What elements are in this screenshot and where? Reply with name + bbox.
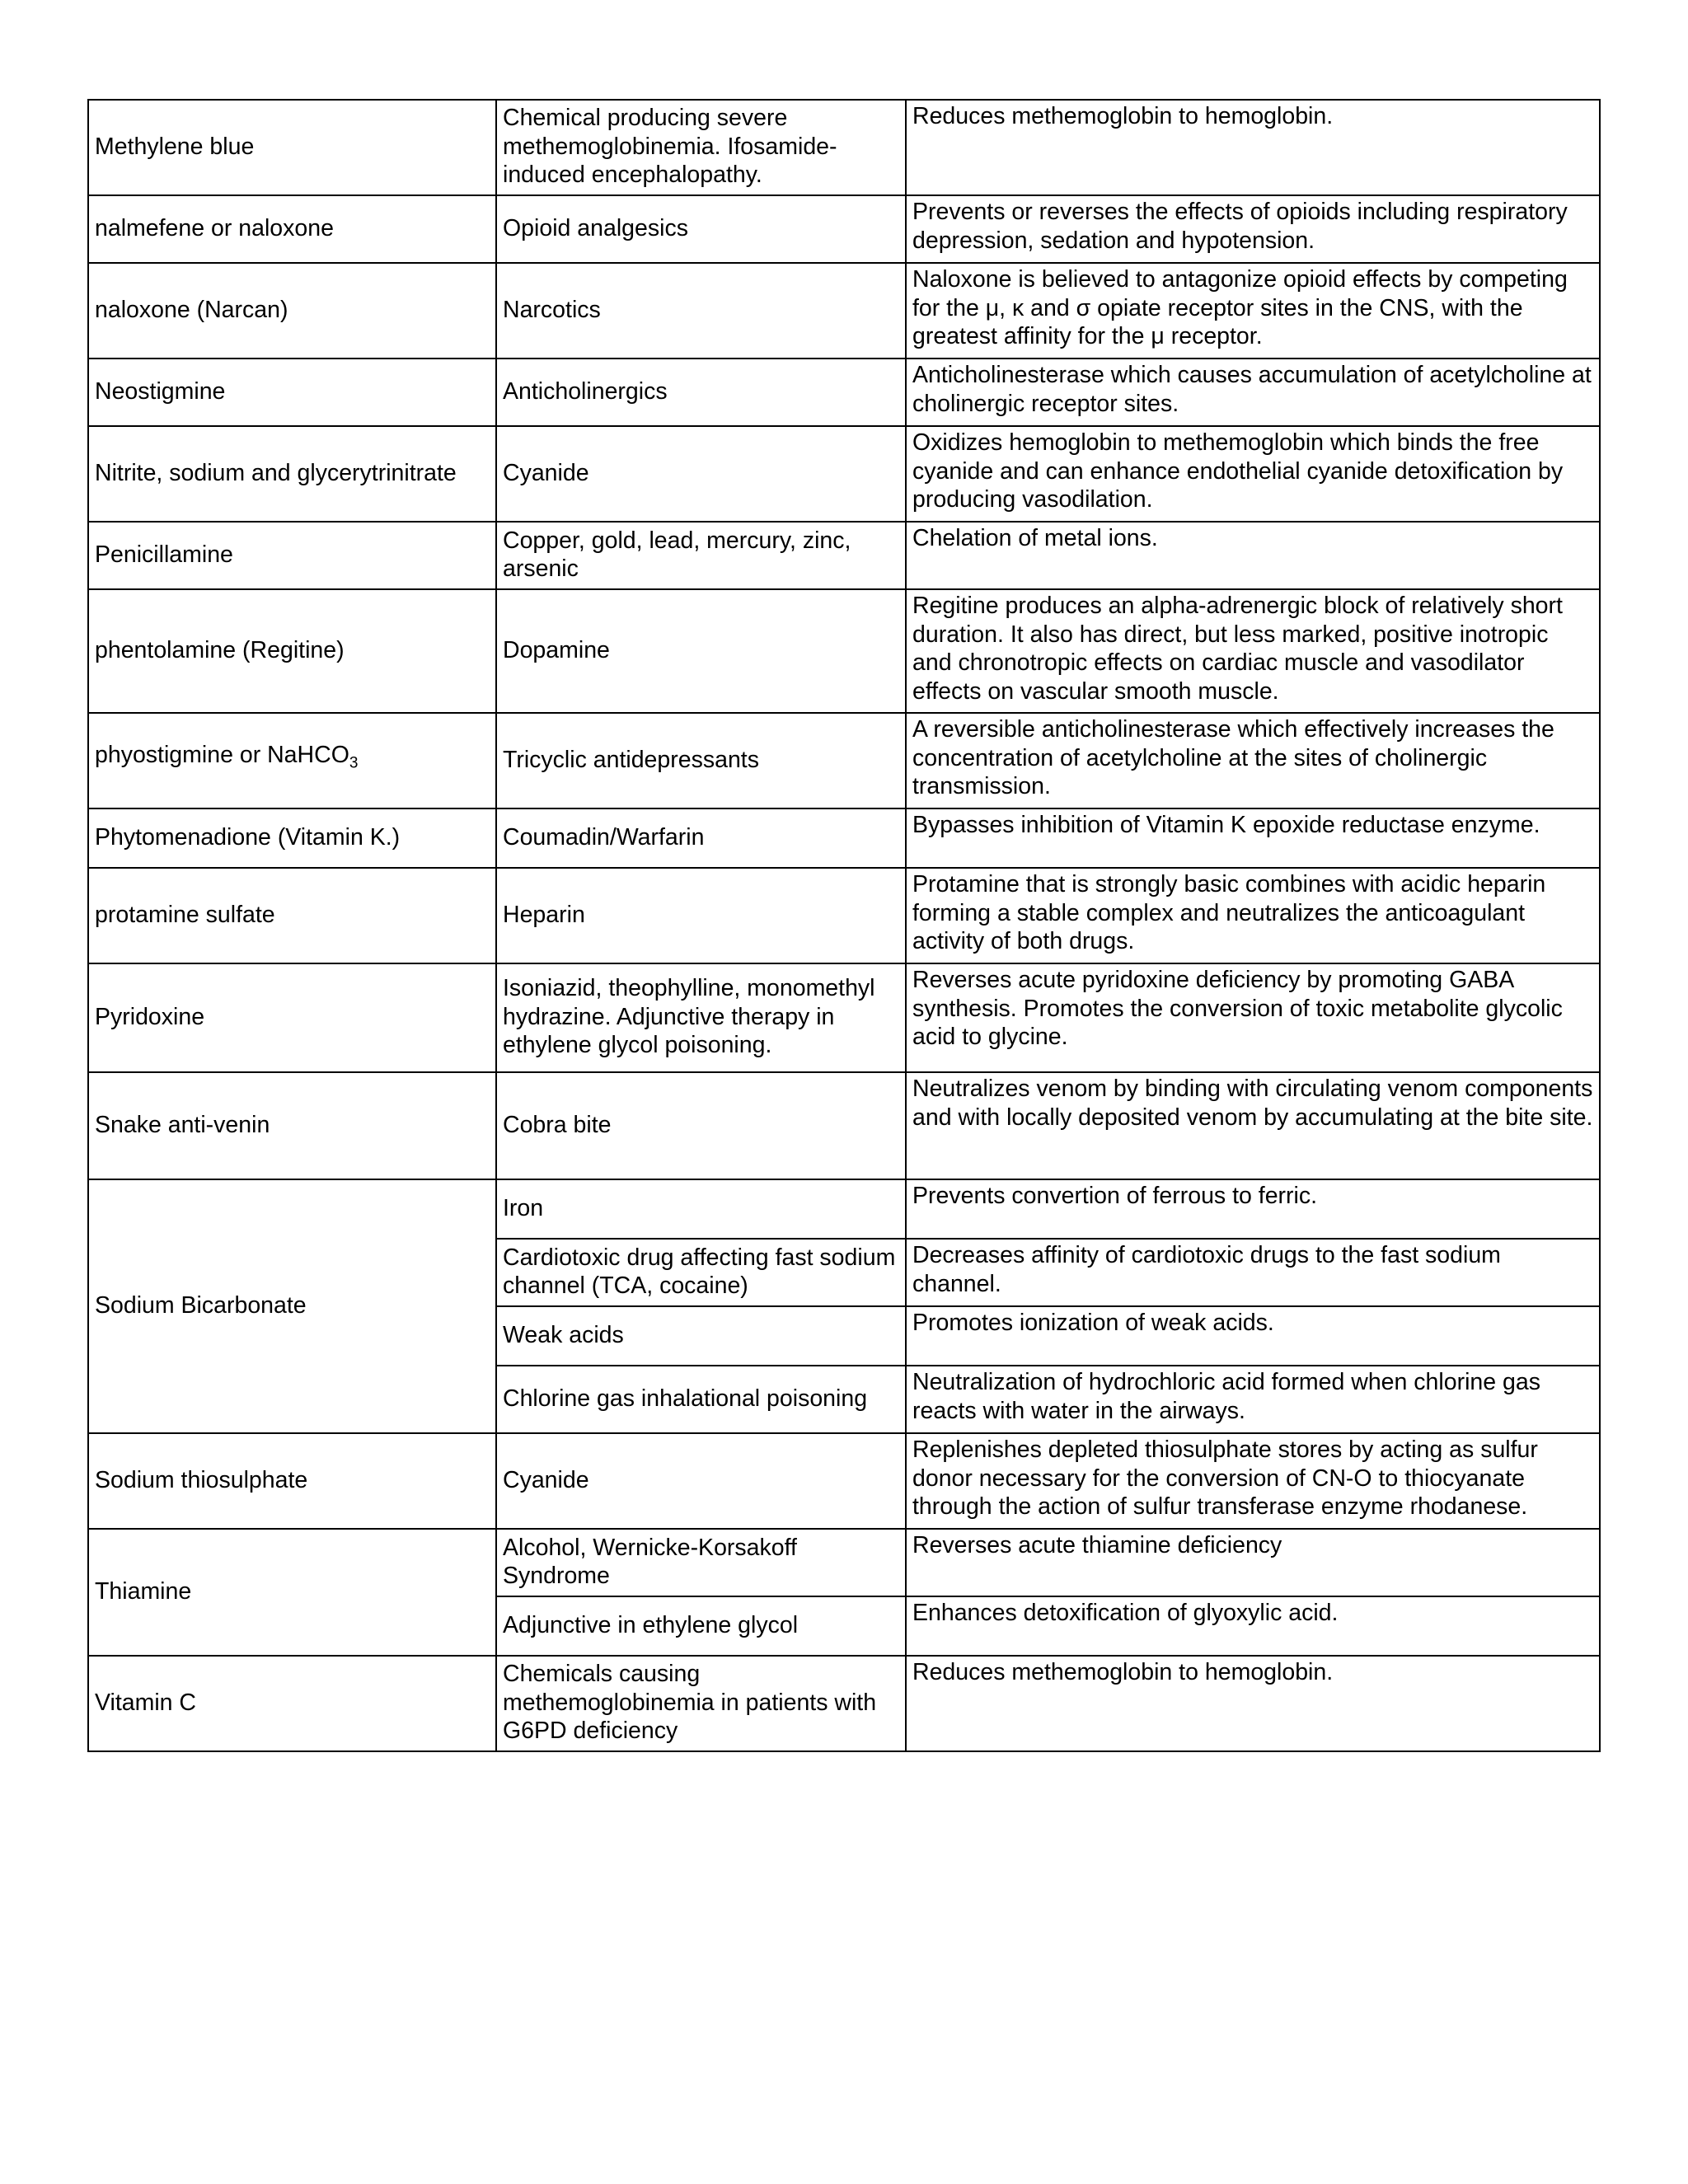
mechanism-cell: Promotes ionization of weak acids. (906, 1306, 1600, 1366)
table-row (88, 426, 1600, 522)
table-row (88, 1179, 1600, 1239)
antidote-cell: phentolamine (Regitine) (88, 589, 496, 713)
mechanism-cell: Neutralization of hydrochloric acid formed when chlorine gas reacts with water in the airways. (906, 1366, 1600, 1433)
antidote-cell: nalmefene or naloxone (88, 195, 496, 263)
mechanism-cell: Reverses acute thiamine deficiency (906, 1529, 1600, 1596)
mechanism-cell: Decreases affinity of cardiotoxic drugs to the fast sodium channel. (906, 1239, 1600, 1306)
table-row (88, 589, 1600, 713)
toxin-cell: Weak acids (496, 1306, 906, 1366)
toxin-cell: Copper, gold, lead, mercury, zinc, arsenic (496, 522, 906, 589)
antidote-cell: Penicillamine (88, 522, 496, 589)
antidote-cell: Sodium Bicarbonate (88, 1179, 496, 1433)
mechanism-cell: Naloxone is believed to antagonize opioid effects by competing for the μ, κ and σ opiate receptor sites in the CNS, with the greatest affinity for the μ receptor. (906, 263, 1600, 359)
mechanism-cell: Reduces methemoglobin to hemoglobin. (906, 100, 1600, 195)
antidote-cell (88, 713, 496, 808)
mechanism-cell: Chelation of metal ions. (906, 522, 1600, 589)
mechanism-cell: Prevents or reverses the effects of opioids including respiratory depression, sedation and hypotension. (906, 195, 1600, 263)
toxin-cell: Opioid analgesics (496, 195, 906, 263)
table-row (88, 195, 1600, 263)
toxin-cell: Tricyclic antidepressants (496, 713, 906, 808)
toxin-cell: Coumadin/Warfarin (496, 808, 906, 868)
mechanism-cell: Reduces methemoglobin to hemoglobin. (906, 1656, 1600, 1751)
mechanism-cell: Protamine that is strongly basic combines with acidic heparin forming a stable complex and neutralizes the anticoagulant activity of both drugs. (906, 868, 1600, 963)
mechanism-cell: Oxidizes hemoglobin to methemoglobin which binds the free cyanide and can enhance endothelial cyanide detoxification by producing vasodilation. (906, 426, 1600, 522)
mechanism-cell: A reversible anticholinesterase which effectively increases the concentration of acetylcholine at the sites of cholinergic transmission. (906, 713, 1600, 808)
antidote-cell: naloxone (Narcan) (88, 263, 496, 359)
table-row (88, 1072, 1600, 1179)
toxin-cell: Isoniazid, theophylline, monomethyl hydrazine. Adjunctive therapy in ethylene glycol poisoning. (496, 963, 906, 1072)
toxin-cell: Cardiotoxic drug affecting fast sodium channel (TCA, cocaine) (496, 1239, 906, 1306)
antidote-table (87, 99, 1601, 1752)
mechanism-cell: Prevents convertion of ferrous to ferric. (906, 1179, 1600, 1239)
antidote-cell: protamine sulfate (88, 868, 496, 963)
toxin-cell: Narcotics (496, 263, 906, 359)
mechanism-cell: Bypasses inhibition of Vitamin K epoxide reductase enzyme. (906, 808, 1600, 868)
table-row (88, 868, 1600, 963)
toxin-cell: Iron (496, 1179, 906, 1239)
toxin-cell: Chlorine gas inhalational poisoning (496, 1366, 906, 1433)
table-row (88, 963, 1600, 1072)
antidote-cell: Nitrite, sodium and glycerytrinitrate (88, 426, 496, 522)
toxin-cell: Adjunctive in ethylene glycol (496, 1596, 906, 1656)
antidote-cell: Vitamin C (88, 1656, 496, 1751)
toxin-cell: Cyanide (496, 1433, 906, 1529)
table-row (88, 808, 1600, 868)
mechanism-cell: Reverses acute pyridoxine deficiency by promoting GABA synthesis. Promotes the conversion of toxic metabolite glycolic acid to glycine. (906, 963, 1600, 1072)
antidote-cell: Phytomenadione (Vitamin K.) (88, 808, 496, 868)
toxin-cell: Cobra bite (496, 1072, 906, 1179)
toxin-cell: Chemicals causing methemoglobinemia in patients with G6PD deficiency (496, 1656, 906, 1751)
table-row (88, 713, 1600, 808)
table-row (88, 1656, 1600, 1751)
toxin-cell: Heparin (496, 868, 906, 963)
antidote-cell: Sodium thiosulphate (88, 1433, 496, 1529)
antidote-cell: Methylene blue (88, 100, 496, 195)
antidote-text: phyostigmine or NaHCO (95, 742, 349, 769)
antidote-cell: Snake anti-venin (88, 1072, 496, 1179)
table-row (88, 100, 1600, 195)
toxin-cell: Anticholinergics (496, 359, 906, 426)
table-row (88, 1529, 1600, 1596)
table-row (88, 1433, 1600, 1529)
mechanism-cell: Enhances detoxification of glyoxylic acid. (906, 1596, 1600, 1656)
mechanism-cell: Anticholinesterase which causes accumulation of acetylcholine at cholinergic receptor sites. (906, 359, 1600, 426)
mechanism-cell: Regitine produces an alpha-adrenergic block of relatively short duration. It also has direct, but less marked, positive inotropic and chronotropic effects on cardiac muscle and vasodilator effects on vascular smooth muscle. (906, 589, 1600, 713)
toxin-cell: Alcohol, Wernicke-Korsakoff Syndrome (496, 1529, 906, 1596)
table-row (88, 522, 1600, 589)
mechanism-cell: Replenishes depleted thiosulphate stores by acting as sulfur donor necessary for the conversion of CN-O to thiocyanate through the action of sulfur transferase enzyme rhodanese. (906, 1433, 1600, 1529)
antidote-cell: Pyridoxine (88, 963, 496, 1072)
table-row (88, 359, 1600, 426)
antidote-cell: Thiamine (88, 1529, 496, 1656)
toxin-cell: Chemical producing severe methemoglobinemia. Ifosamide-induced encephalopathy. (496, 100, 906, 195)
antidote-cell: Neostigmine (88, 359, 496, 426)
table-row (88, 263, 1600, 359)
toxin-cell: Dopamine (496, 589, 906, 713)
mechanism-cell: Neutralizes venom by binding with circulating venom components and with locally deposited venom by accumulating at the bite site. (906, 1072, 1600, 1179)
toxin-cell: Cyanide (496, 426, 906, 522)
subscript: 3 (349, 755, 359, 773)
